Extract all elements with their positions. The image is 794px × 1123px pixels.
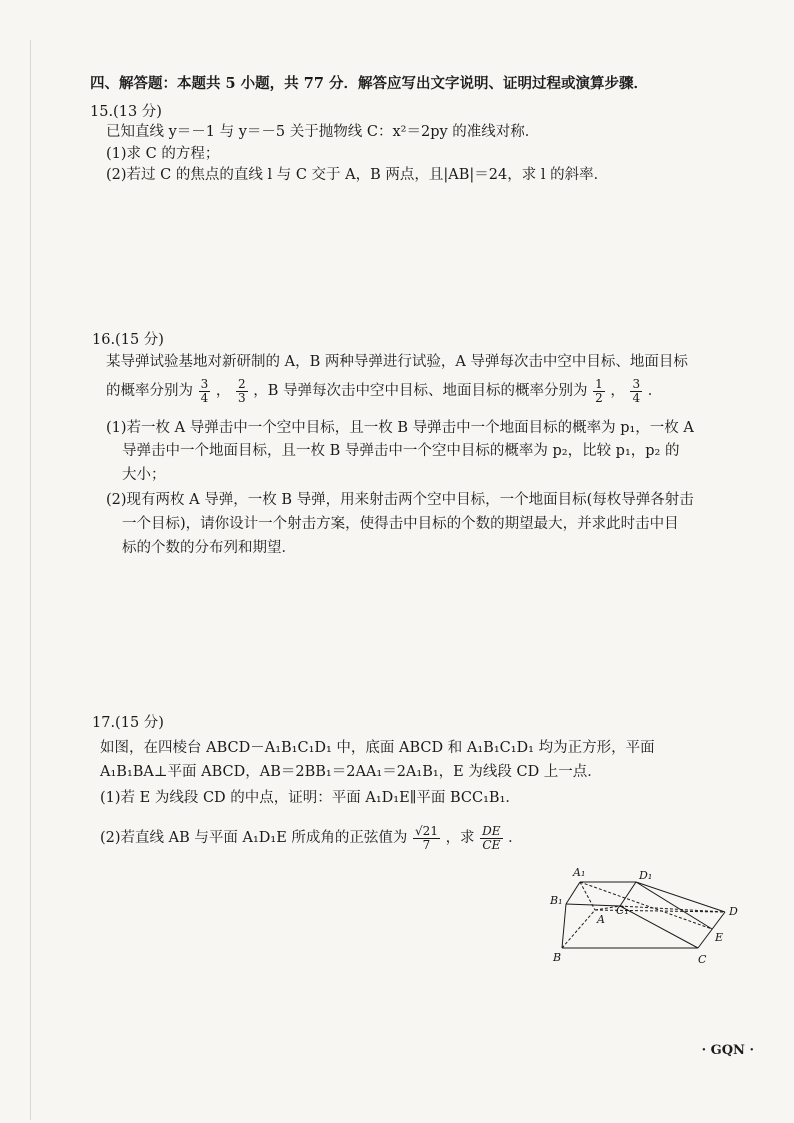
label-D: D <box>729 905 738 918</box>
q17-part2 <box>100 823 523 853</box>
q16-text-c: ． <box>647 383 663 399</box>
q15-part1: (1)求 C 的方程； <box>106 146 220 162</box>
q16-part2-line2: 一个目标)，请你设计一个射击方案，使得击中目标的个数的期望最大，并求此时击中目 <box>122 516 679 532</box>
q16-fraction-2 <box>236 378 248 405</box>
q16-frac1-num: 3 <box>200 376 209 391</box>
q16-text-a: 的概率分别为 <box>106 383 193 399</box>
frustum-edges <box>562 882 725 948</box>
q16-frac1-den: 4 <box>200 390 209 405</box>
q16-text-b: ，B 导弹每次击中空中目标、地面目标的概率分别为 <box>253 383 588 399</box>
q17-frac2-den: CE <box>482 837 501 852</box>
label-C1: C₁ <box>616 904 629 917</box>
edge-C1C <box>620 906 698 948</box>
q17-text-b: ，求 <box>445 830 475 846</box>
label-A1: A₁ <box>573 866 586 879</box>
label-A: A <box>597 913 605 926</box>
q16-part1-line1: (1)若一枚 A 导弹击中一个空中目标，且一枚 B 导弹击中一个地面目标的概率为 p₁，一枚 A <box>106 420 694 436</box>
q15-part2: (2)若过 C 的焦点的直线 l 与 C 交于 A，B 两点，且|AB|＝24，求 l 的斜率． <box>106 167 609 183</box>
edge-D1C1 <box>620 882 636 906</box>
page-footer-mark: · GQN · <box>701 1043 754 1058</box>
q16-part1-line3: 大小； <box>122 467 166 483</box>
q17-stem-line1: 如图，在四棱台 ABCD－A₁B₁C₁D₁ 中，底面 ABCD 和 A₁B₁C₁D₁ 均为正方形，平面 <box>100 740 655 756</box>
q17-frac2-num: DE <box>482 823 501 838</box>
label-E: E <box>715 931 724 944</box>
label-B: B <box>553 951 562 964</box>
q15-stem: 已知直线 y＝－1 与 y＝－5 关于抛物线 C：x²＝2py 的准线对称． <box>106 124 540 140</box>
q16-frac4-den: 4 <box>632 390 641 405</box>
q16-frac3-num: 1 <box>595 376 603 391</box>
frustum-diagram <box>540 862 750 972</box>
q17-fraction-ratio <box>480 825 502 852</box>
q16-stem-line2 <box>106 377 662 405</box>
q17-frac1-num: √21 <box>415 823 438 838</box>
q17-frac1-den: 7 <box>422 837 431 852</box>
label-B1: B₁ <box>550 894 563 907</box>
q15-heading: 15.(13 分) <box>90 104 162 120</box>
q16-frac4-num: 3 <box>632 376 641 391</box>
section-heading: 四、解答题：本题共 5 小题，共 77 分．解答应写出文字说明、证明过程或演算步骤． <box>90 75 648 92</box>
q16-frac2-den: 3 <box>237 390 246 405</box>
edge-B1B <box>562 904 566 948</box>
q16-frac3-den: 2 <box>595 390 603 405</box>
q16-part1-line2: 导弹击中一个地面目标，且一枚 B 导弹击中一个空中目标的概率为 p₂，比较 p₁，p₂ 的 <box>122 443 680 459</box>
q17-part1: (1)若 E 为线段 CD 的中点，证明：平面 A₁D₁E∥平面 BCC₁B₁． <box>100 790 520 806</box>
q16-part2-line3: 标的个数的分布列和期望． <box>122 540 296 556</box>
q16-stem-line1: 某导弹试验基地对新研制的 A，B 两种导弹进行试验，A 导弹每次击中空中目标、地面目标 <box>106 354 688 370</box>
q16-fraction-4 <box>630 378 642 405</box>
q17-text-c: ． <box>508 830 523 846</box>
q16-sep-1: ， <box>215 383 231 399</box>
edge-A1B1 <box>566 882 580 904</box>
q16-part2-line1: (2)现有两枚 A 导弹，一枚 B 导弹，用来射击两个空中目标，一个地面目标(每枚导弹各射击 <box>106 492 694 508</box>
label-D1: D₁ <box>639 869 653 882</box>
label-C: C <box>698 953 707 966</box>
edge-D1D <box>636 882 725 912</box>
q17-stem-line2: A₁B₁BA⊥平面 ABCD，AB＝2BB₁＝2AA₁＝2A₁B₁，E 为线段 CD 上一点． <box>100 764 602 780</box>
q16-sep-2: ， <box>610 383 625 399</box>
edge-BA <box>562 910 595 948</box>
q16-heading: 16.(15 分) <box>92 332 164 348</box>
q17-heading: 17.(15 分) <box>92 715 164 731</box>
q16-frac2-num: 2 <box>237 376 246 391</box>
edge-A1A <box>580 882 595 910</box>
page-edge <box>30 40 31 1120</box>
q17-text-a: (2)若直线 AB 与平面 A₁D₁E 所成角的正弦值为 <box>100 830 408 846</box>
q17-fraction-sine <box>413 825 440 852</box>
q16-fraction-3 <box>593 378 605 405</box>
q16-fraction-1 <box>199 378 211 405</box>
